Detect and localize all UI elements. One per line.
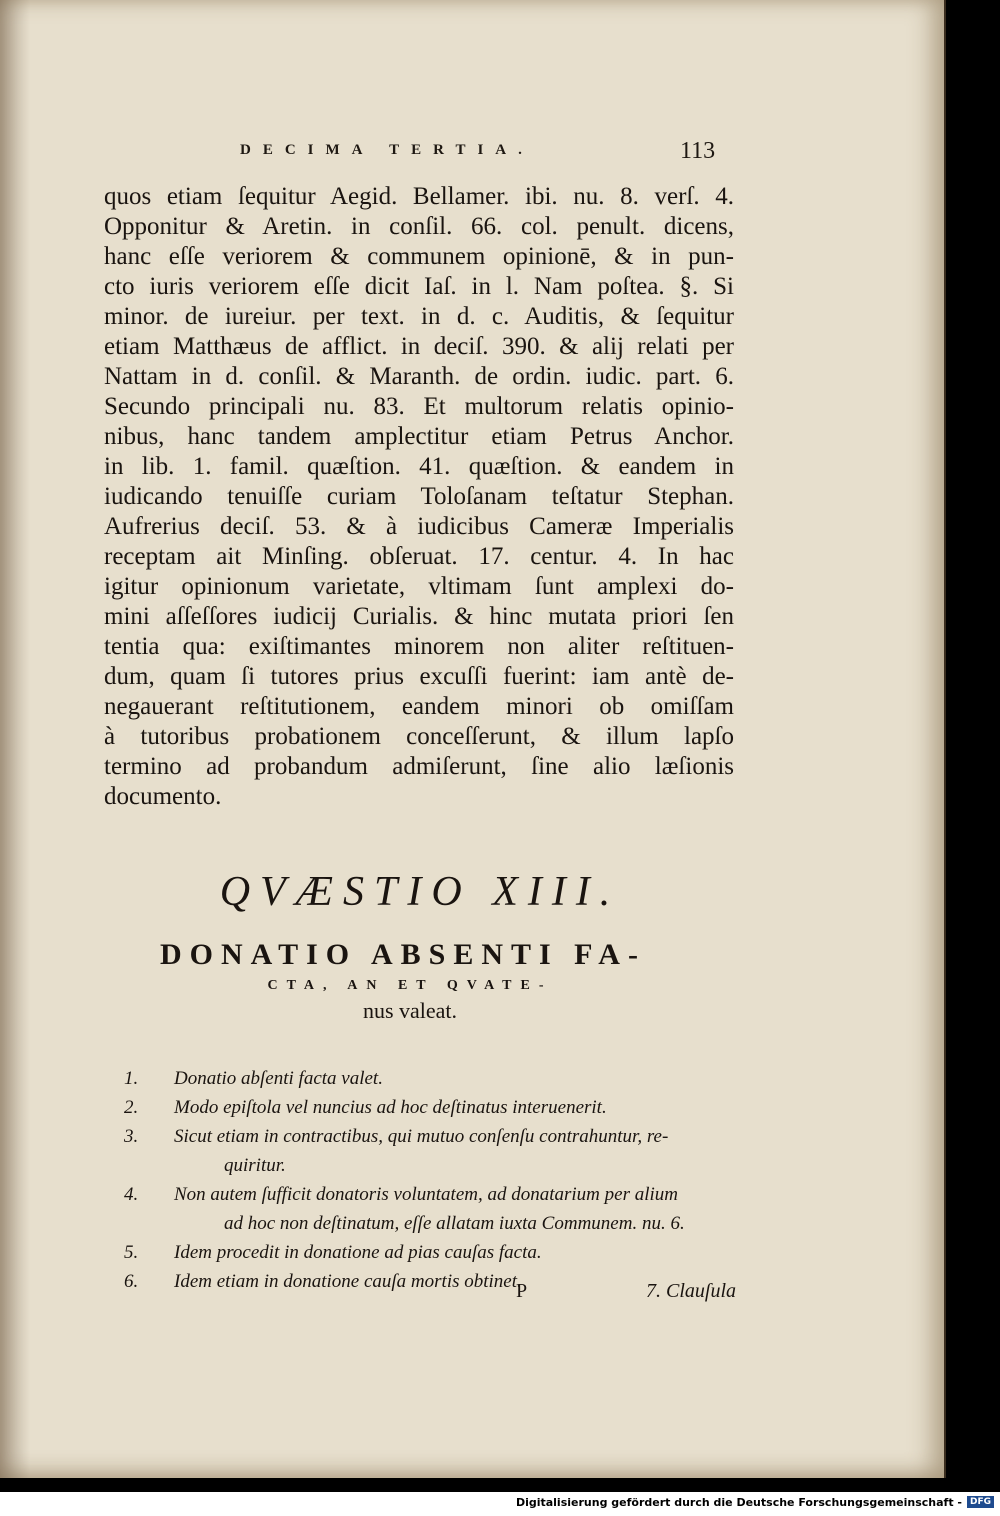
text-line: tentia qua: exiſtimantes minorem non aliter reſtituen-: [104, 633, 734, 660]
text-line: cto iuris veriorem eſſe dicit Iaſ. in l. Nam poſtea. §. Si: [104, 273, 734, 300]
summary-item: [124, 1238, 734, 1267]
summary-text: Modo epiſtola vel nuncius ad hoc deſtinatus interuenerit.: [174, 1097, 607, 1118]
question-heading: QVÆSTIO XIII.: [219, 869, 621, 915]
text-line: termino ad probandum admiſerunt, ſine alio læſionis: [104, 753, 734, 780]
running-title: DECIMA TERTIA.: [240, 142, 534, 158]
text-line: negauerant reſtitutionem, eandem minori ob omiſſam: [104, 693, 734, 720]
text-line: minor. de iureiur. per text. in d. c. Auditis, & ſequitur: [104, 303, 734, 330]
text-line: quos etiam ſequitur Aegid. Bellamer. ibi. nu. 8. verſ. 4.: [104, 183, 734, 210]
text-line: receptam ait Minſing. obſeruat. 17. centur. 4. In hac: [104, 543, 734, 570]
summary-text: Non autem ſufficit donatoris voluntatem, ad donatarium per alium: [174, 1184, 679, 1205]
text-line: mini aſſeſſores iudicij Curialis. & hinc mutata priori ſen: [104, 603, 734, 630]
subtitle-line: DONATIO ABSENTI FA-: [160, 938, 646, 971]
text-line: etiam Matthæus de afflict. in deciſ. 390. & alij relati per: [104, 333, 734, 360]
page-header: [240, 138, 740, 172]
summary-text: Donatio abſenti facta valet.: [174, 1068, 383, 1089]
summary-list: [124, 1064, 734, 1296]
summary-text: Sicut etiam in contractibus, qui mutuo conſenſu contrahuntur, re-: [174, 1126, 669, 1147]
summary-text: Idem procedit in donatione ad pias cauſas facta.: [174, 1242, 542, 1263]
text-line: in lib. 1. famil. quæſtion. 41. quæſtion. & eandem in: [104, 453, 734, 480]
text-line: dum, quam ſi tutores prius excuſſi fuerint: iam antè de-: [104, 663, 734, 690]
text-line: Nattam in d. conſil. & Maranth. de ordin. iudic. part. 6.: [104, 363, 734, 390]
catchword: 7. Clauſula: [645, 1280, 736, 1302]
text-line: Secundo principali nu. 83. Et multorum relatis opinio-: [104, 393, 734, 420]
subtitle-line: nus valeat.: [362, 998, 458, 1023]
summary-number: 4.: [124, 1184, 139, 1205]
summary-item: [124, 1064, 734, 1093]
text-line: nibus, hanc tandem amplectitur etiam Petrus Anchor.: [104, 423, 734, 450]
body-text: [104, 182, 734, 812]
funding-credit: Digitalisierung gefördert durch die Deutsche Forschungsgemeinschaft -: [515, 1496, 962, 1509]
summary-number: 5.: [124, 1242, 139, 1263]
gutter-shadow: [0, 0, 30, 1478]
subtitle-line: CTA, AN ET QVATE-: [267, 978, 553, 993]
summary-item: [124, 1093, 734, 1122]
text-line: igitur opinionum varietate, vltimam ſunt amplexi do-: [104, 573, 734, 600]
text-line: documento.: [104, 783, 222, 810]
dfg-logo: DFG: [967, 1496, 994, 1508]
text-line: Opponitur & Aretin. in conſil. 66. col. penult. dicens,: [104, 213, 734, 240]
text-line: iudicando tenuiſſe curiam Toloſanam teſtatur Stephan.: [104, 483, 734, 510]
summary-continuation: quiritur.: [224, 1155, 286, 1176]
page-number: 113: [680, 138, 716, 164]
summary-item: [124, 1180, 734, 1238]
text-line: Aufrerius deciſ. 53. & à iudicibus Cameræ Imperialis: [104, 513, 734, 540]
summary-item: [124, 1122, 734, 1180]
text-line: hanc eſſe veriorem & communem opinionē, & in pun-: [104, 243, 734, 270]
text-line: à tutoribus probationem conceſſerunt, & illum lapſo: [104, 723, 734, 750]
summary-number: 1.: [124, 1068, 139, 1089]
summary-number: 6.: [124, 1271, 139, 1292]
signature-mark: P: [516, 1280, 528, 1302]
question-subtitle: [160, 938, 660, 1024]
summary-text: Idem etiam in donatione cauſa mortis obtinet.: [174, 1271, 522, 1292]
summary-number: 2.: [124, 1097, 139, 1118]
footer-band: [0, 1492, 1000, 1516]
summary-number: 3.: [124, 1126, 139, 1147]
summary-continuation: ad hoc non deſtinatum, eſſe allatam iuxta Communem. nu. 6.: [224, 1213, 685, 1234]
catchword-line: [516, 1280, 736, 1310]
